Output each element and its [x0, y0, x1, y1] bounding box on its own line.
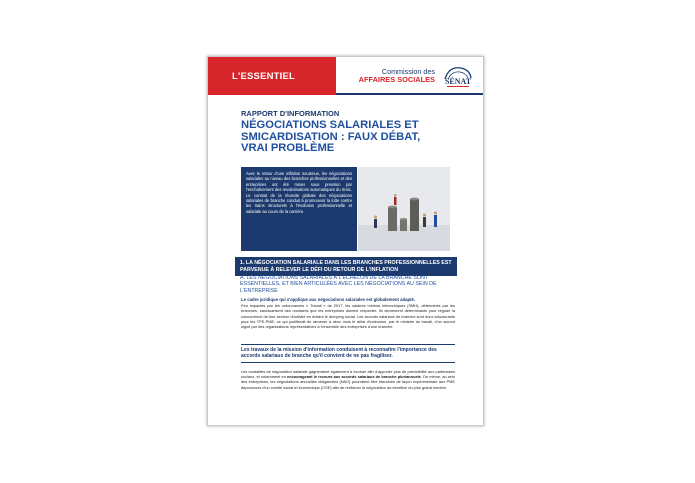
report-kicker: RAPPORT D'INFORMATION — [241, 109, 340, 118]
senat-logo-text: SÉNAT — [444, 77, 472, 86]
section-1a-heading: A. LES NÉGOCIATIONS SALARIALES À L'ÉCHELON DE LA BRANCHE SONT ESSENTIELLES, ET BIEN ARTICULÉES AVEC LES NÉGOCIATIONS AU SEIN DE L'ENTREPRISE — [240, 275, 437, 294]
page-header — [208, 57, 484, 97]
essentiel-banner — [208, 57, 336, 95]
section-1a-lead: Le cadre juridique qui s'applique aux négociations salariales est globalement adapté. — [241, 297, 416, 302]
body2-part-a: Les modalités de négociation salariale gagneraient également à évoluer afin d'apporter plus de prévisibilité aux partenaires sociaux, et notamment en — [241, 369, 455, 380]
coins-figures-photo — [358, 167, 450, 251]
commission-line2: AFFAIRES SOCIALES — [358, 74, 435, 84]
coin-stack-small — [400, 218, 407, 231]
commission-line1: Commission des — [381, 67, 435, 76]
header-rule — [336, 93, 484, 95]
callout-box: Les travaux de la mission d'information conduisent à reconnaître l'importance des accords salariaux de branche qu'il convient de ne pas fragiliser. — [241, 344, 455, 363]
coin-stack-right — [410, 198, 419, 231]
banner-label: L'ESSENTIEL — [232, 70, 296, 82]
report-title: NÉGOCIATIONS SALARIALES ET SMICARDISATION : FAUX DÉBAT, VRAI PROBLÈME — [241, 119, 421, 155]
section-1-heading: 1. LA NÉGOCIATION SALARIALE DANS LES BRANCHES PROFESSIONNELLES EST PARVENUE À RELEVER LE DÉFI DU RETOUR DE L'INFLATION — [235, 257, 457, 276]
person-figure-2 — [394, 194, 397, 205]
section-1a-text: Peu impactés par les ordonnances « Travail » de 2017, les salaires minima hiérarchiques (SMH), déterminés par les branches, sanctuarisent des montants que les entreprises doivent respecter. Ils demeurent déterminants pour réguler la concurrence de leur secteur d'activité en évitant le dumping social. Les accords salariaux de branche sont donc structurants pour les TPE-PME, ce qui justifierait de ramener à deux mois le délai d'extension, par le ministre du travail, d'un accord signé par des organisations représentatives à l'ensemble des entreprises d'une branche. — [241, 303, 455, 329]
commission-name — [341, 68, 435, 83]
section-1a-body — [241, 297, 455, 329]
body2-part-b: encourageant le recours aux accords salariaux de branche pluriannuels — [287, 374, 421, 380]
report-page — [207, 56, 484, 426]
section-1a-body-2 — [241, 369, 455, 390]
person-figure-4 — [434, 212, 437, 228]
person-figure-1 — [374, 216, 377, 229]
coin-stack-left — [388, 206, 397, 231]
body2-part-c: . De même, au sein des entreprises, les négociations annuelles obligatoires (NAO) pourraient être étendues de façon expérimentale aux PME dépourvues d'un comité social et économique (CSE) afin de renforcer la négociation au bénéfice du plus grand nombre. — [241, 374, 456, 390]
person-figure-3 — [423, 214, 426, 228]
intro-box: Avec le retour d'une inflation soutenue, les négociations salariales au niveau des branches professionnelles et des entreprises ont été mises sous pression par l'enchaînement des revalorisations automatiques du Smic. Le constat de la réussite globale des négociations salariales de branche conduit à promouvoir la lutte contre les trains structurels à l'évolution professionnelle et salariale au cours de la carrière. — [241, 167, 357, 251]
senat-icon — [441, 63, 475, 89]
